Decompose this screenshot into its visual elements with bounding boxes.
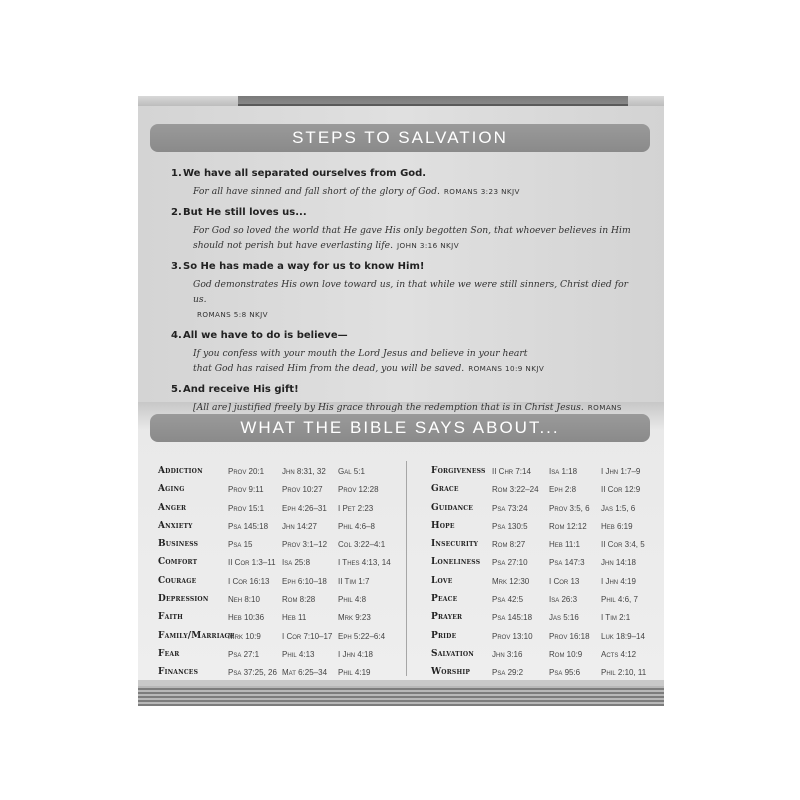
scripture-reference: Prov 20:1	[228, 467, 265, 476]
step-number: 5.	[171, 384, 182, 395]
step-title-text: So He has made a way for us to know Him!	[183, 261, 425, 272]
verse-line: [All are] justified freely by His grace through the redemption that is in Christ Jesus.	[193, 402, 584, 413]
topic-name: Depression	[158, 594, 209, 605]
salvation-step	[171, 168, 631, 199]
scripture-reference: II Chr 7:14	[492, 467, 531, 476]
topic-name: Peace	[431, 594, 458, 605]
scripture-reference: Eph 5:22–6:4	[338, 631, 386, 641]
scripture-reference: Prov 15:1	[228, 503, 265, 513]
scripture-reference: Psa 27:1	[228, 649, 260, 659]
scripture-reference: Psa 145:18	[228, 521, 269, 531]
step-number: 2.	[171, 207, 182, 218]
step-title	[171, 330, 631, 341]
scripture-reference: Acts 4:12	[601, 649, 637, 659]
topic-name: Loneliness	[431, 557, 481, 568]
topic-name: Anxiety	[158, 520, 193, 531]
verse-reference: ROMANS	[587, 403, 622, 412]
scripture-reference: Phil 4:13	[282, 649, 315, 659]
scripture-reference: Mrk 12:30	[492, 576, 530, 586]
step-title-text: But He still loves us...	[183, 207, 307, 218]
scripture-reference: I Thes 4:13, 14	[338, 558, 391, 568]
scripture-reference: Heb 10:36	[228, 613, 265, 623]
topic-name: Hope	[431, 520, 455, 531]
scripture-reference: Phil 4:6–8	[338, 521, 375, 531]
topic-name: Forgiveness	[431, 466, 486, 476]
scripture-reference: I Cor 13	[549, 576, 580, 586]
scripture-reference: Jhn 3:16	[492, 649, 523, 659]
scripture-reference: Col 3:22–4:1	[338, 540, 386, 550]
scripture-reference: Rom 12:12	[549, 521, 587, 531]
step-title	[171, 261, 631, 272]
step-title-text: And receive His gift!	[183, 384, 299, 395]
scripture-reference: II Tim 1:7	[338, 576, 370, 586]
verse-reference: ROMANS 10:9 NKJV	[468, 364, 545, 373]
scripture-reference: I Jhn 1:7–9	[601, 467, 641, 476]
topic-name: Faith	[158, 612, 183, 623]
scripture-reference: Mrk 9:23	[338, 613, 371, 623]
step-number: 3.	[171, 261, 182, 272]
scripture-reference: Mrk 10:9	[228, 631, 261, 641]
scripture-reference: Phil 4:8	[338, 595, 367, 605]
scripture-reference: Heb 11	[282, 613, 307, 623]
scripture-reference: Prov 3:5, 6	[549, 503, 590, 513]
step-title	[171, 207, 631, 218]
scripture-reference: Jas 1:5, 6	[601, 503, 636, 513]
verse-line: God demonstrates His own love toward us, in that while we were still sinners, Christ died for us.	[193, 279, 629, 305]
scripture-reference: Psa 145:18	[492, 613, 533, 623]
scripture-reference: Heb 11:1	[549, 540, 580, 550]
topic-name: Finances	[158, 667, 199, 678]
scripture-reference: Rom 8:27	[492, 540, 526, 550]
salvation-step	[171, 207, 631, 253]
scripture-reference: Phil 4:6, 7	[601, 595, 638, 605]
scripture-reference: Isa 25:8	[282, 558, 311, 568]
scripture-reference: Jhn 14:27	[282, 521, 317, 531]
step-number: 4.	[171, 330, 182, 341]
salvation-step	[171, 330, 631, 376]
step-title-text: All we have to do is believe—	[183, 330, 348, 341]
scripture-reference: Prov 9:11	[228, 485, 264, 495]
topic-name: Salvation	[431, 648, 474, 659]
scripture-reference: Neh 8:10	[228, 595, 260, 605]
topic-name: Addiction	[158, 466, 203, 476]
scripture-reference: Psa 95:6	[549, 668, 581, 678]
scripture-reference: I Cor 16:13	[228, 576, 270, 586]
booklet	[138, 96, 664, 708]
scripture-reference: Prov 3:1–12	[282, 540, 328, 550]
scripture-reference: Psa 73:24	[492, 503, 528, 513]
scripture-reference: Prov 10:27	[282, 485, 323, 495]
topic-name: Grace	[431, 484, 459, 495]
scripture-reference: Eph 2:8	[549, 485, 577, 495]
verse-line: that God has raised Him from the dead, you will be saved.	[193, 363, 465, 374]
salvation-step	[171, 261, 631, 322]
scripture-reference: I Jhn 4:18	[338, 649, 373, 659]
scripture-reference: Eph 4:26–31	[282, 503, 327, 513]
topic-name: Worship	[431, 667, 471, 678]
topic-name: Business	[158, 539, 199, 550]
scripture-reference: II Cor 1:3–11	[228, 558, 276, 568]
step-verse	[193, 346, 631, 376]
scripture-reference: Prov 13:10	[492, 631, 533, 641]
scripture-reference: I Tim 2:1	[601, 613, 631, 623]
verse-line: For God so loved the world that He gave His only begotten Son, that whoever believes in Him	[193, 225, 631, 236]
scripture-reference: I Jhn 4:19	[601, 576, 636, 586]
step-verse	[193, 277, 631, 322]
bible-says-banner: WHAT THE BIBLE SAYS ABOUT...	[150, 414, 650, 442]
scripture-reference: Psa 15	[228, 540, 253, 550]
verse-reference: ROMANS 3:23 NKJV	[443, 187, 520, 196]
scripture-reference: Psa 147:3	[549, 558, 585, 568]
scripture-reference: Rom 8:28	[282, 595, 316, 605]
steps-list	[171, 168, 631, 438]
topic-name: Comfort	[158, 557, 198, 568]
step-number: 1.	[171, 168, 182, 179]
topic-name: Pride	[431, 630, 457, 641]
scripture-reference: Phil 2:10, 11	[601, 668, 647, 678]
scripture-reference: Gal 5:1	[338, 467, 365, 476]
scripture-reference: Jhn 14:18	[601, 558, 636, 568]
topic-name: Family/Marriage	[158, 630, 235, 641]
verse-reference: ROMANS 5:8 NKJV	[197, 310, 268, 319]
scripture-reference: Psa 27:10	[492, 558, 528, 568]
scripture-reference: Isa 26:3	[549, 595, 578, 605]
scripture-reference: Psa 130:5	[492, 521, 528, 531]
step-title	[171, 168, 631, 179]
scripture-reference: II Cor 12:9	[601, 485, 641, 495]
topic-name: Fear	[158, 648, 180, 659]
steps-banner: STEPS TO SALVATION	[150, 124, 650, 152]
verse-line: For all have sinned and fall short of the glory of God.	[193, 186, 440, 197]
scripture-reference: Eph 6:10–18	[282, 576, 327, 586]
scripture-reference: Psa 29:2	[492, 668, 524, 678]
scripture-reference: Mat 6:25–34	[282, 668, 328, 678]
verse-line: If you confess with your mouth the Lord Jesus and believe in your heart	[193, 348, 528, 359]
topic-name: Guidance	[431, 502, 474, 513]
scripture-reference: Luk 18:9–14	[601, 631, 645, 641]
topic-name: Prayer	[431, 612, 463, 623]
step-title	[171, 384, 631, 395]
step-title-text: We have all separated ourselves from God.	[183, 168, 427, 179]
topic-name: Courage	[158, 575, 197, 586]
scripture-reference: Psa 37:25, 26	[228, 668, 277, 678]
scripture-reference: I Pet 2:23	[338, 503, 374, 513]
topic-name: Aging	[158, 484, 185, 495]
scripture-reference: Psa 42:5	[492, 595, 524, 605]
verse-reference: JOHN 3:16 NKJV	[397, 241, 460, 250]
scripture-reference: Prov 12:28	[338, 485, 379, 495]
scripture-reference: Heb 6:19	[601, 521, 633, 531]
scripture-reference: Rom 3:22–24	[492, 485, 539, 495]
scripture-reference: Prov 16:18	[549, 631, 590, 641]
step-verse	[193, 184, 631, 199]
scripture-reference: Isa 1:18	[549, 467, 578, 476]
step-verse	[193, 223, 631, 253]
topic-name: Insecurity	[431, 539, 479, 550]
topic-name: Love	[431, 575, 453, 586]
scripture-reference: Jhn 8:31, 32	[282, 467, 326, 476]
verse-line: should not perish but have everlasting life.	[193, 240, 394, 251]
column-divider	[406, 461, 407, 676]
scripture-reference: Rom 10:9	[549, 649, 583, 659]
scripture-reference: Jas 5:16	[549, 613, 579, 623]
booklet-page-edges	[138, 680, 664, 706]
scripture-reference: II Cor 3:4, 5	[601, 540, 645, 550]
topic-name: Anger	[158, 502, 187, 513]
scripture-reference: I Cor 7:10–17	[282, 631, 333, 641]
scripture-reference: Phil 4:19	[338, 668, 371, 678]
